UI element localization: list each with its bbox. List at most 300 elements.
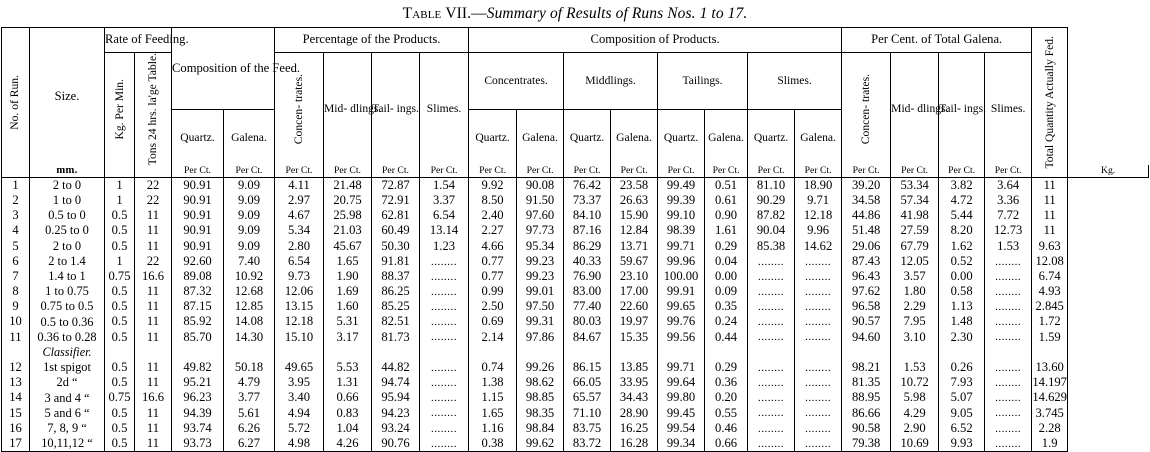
header-pct-middlings: Mid- dlings. — [324, 102, 382, 116]
cell-value: 98.85 — [525, 390, 555, 405]
table-cell — [372, 314, 420, 329]
table-cell — [172, 375, 224, 390]
table-cell — [172, 223, 224, 238]
cell-value: 59.67 — [619, 253, 649, 268]
cell-value: 3.40 — [287, 390, 311, 405]
table-row — [2, 208, 1149, 223]
empty-value: ........ — [431, 377, 458, 390]
header-feed-quartz: Quartz. — [180, 130, 215, 144]
empty-value: ........ — [758, 255, 785, 268]
cell-value: 99.80 — [666, 390, 696, 405]
header-conc-galena: Galena. — [522, 130, 558, 144]
cell-value: 76.42 — [572, 177, 602, 192]
table-cell — [420, 208, 469, 223]
cell-value: 1.23 — [433, 238, 456, 253]
empty-value: ........ — [805, 361, 832, 374]
table-cell — [985, 253, 1032, 268]
header-slime-quartz: Quartz. — [753, 130, 789, 144]
unit-pct-tail: Per Ct. — [382, 164, 409, 176]
cell-value: 1.53 — [903, 360, 926, 375]
header-gal-slimes: Slimes. — [990, 102, 1026, 116]
table-cell — [372, 238, 420, 253]
cell-value: 0.90 — [715, 208, 738, 223]
cell-value: 1 — [12, 177, 19, 192]
table-cell — [275, 421, 324, 436]
table-cell — [658, 193, 705, 208]
cell-value: 71.10 — [572, 405, 602, 420]
table-cell — [564, 375, 611, 390]
cell-value: 7.40 — [237, 253, 261, 268]
cell-value: 2.28 — [1038, 420, 1061, 435]
table-cell — [1032, 208, 1068, 223]
table-cell — [842, 314, 891, 329]
cell-value: 97.50 — [525, 299, 555, 314]
cell-value: 98.84 — [525, 420, 555, 435]
table-cell — [172, 208, 224, 223]
cell-value: 22 — [146, 177, 160, 192]
empty-value: ........ — [995, 422, 1022, 435]
cell-value: 7 — [12, 268, 19, 283]
table-cell — [517, 208, 564, 223]
table-cell — [420, 390, 469, 405]
cell-value: 87.43 — [851, 253, 881, 268]
table-cell — [224, 253, 275, 268]
cell-value: 80.03 — [572, 314, 602, 329]
cell-value: 0.77 — [481, 253, 504, 268]
table-cell — [469, 193, 517, 208]
cell-value: 0.5 — [111, 299, 128, 314]
table-cell — [224, 390, 275, 405]
cell-value: 96.58 — [851, 299, 881, 314]
section-spacer — [705, 345, 748, 360]
cell-value: 1.38 — [481, 375, 504, 390]
table-cell — [372, 177, 420, 193]
table-cell — [469, 405, 517, 420]
cell-value: 85.70 — [183, 329, 212, 344]
unit-gal-conc: Per Ct. — [852, 164, 880, 176]
cell-value: 93.24 — [381, 420, 410, 435]
cell-value: 13.14 — [429, 223, 459, 238]
cell-value: 6.26 — [237, 420, 261, 435]
table-cell — [705, 269, 748, 284]
cell-value: 0.00 — [715, 268, 738, 283]
cell-value: 0.26 — [950, 360, 973, 375]
section-spacer — [224, 345, 275, 360]
table-cell — [564, 284, 611, 299]
cell-value: 73.37 — [572, 192, 602, 207]
table-row — [2, 299, 1149, 314]
table-cell — [1032, 299, 1068, 314]
cell-value: 13.71 — [619, 238, 649, 253]
table-cell — [420, 405, 469, 420]
table-cell — [30, 238, 105, 253]
section-spacer — [611, 345, 658, 360]
empty-value: ........ — [758, 377, 785, 390]
table-row — [2, 329, 1149, 344]
cell-value: 2.97 — [287, 192, 311, 207]
table-cell — [985, 405, 1032, 420]
table-cell — [891, 193, 939, 208]
empty-value: ........ — [431, 331, 458, 344]
table-cell — [842, 390, 891, 405]
cell-value: 7.72 — [997, 208, 1020, 223]
table-cell — [1032, 375, 1068, 390]
table-cell — [135, 269, 172, 284]
cell-value: 83.75 — [572, 420, 602, 435]
table-cell — [105, 223, 135, 238]
cell-value: 27.59 — [900, 223, 929, 238]
table-cell — [939, 208, 985, 223]
cell-value: 2.50 — [481, 299, 504, 314]
table-cell — [564, 360, 611, 375]
table-cell — [135, 390, 172, 405]
cell-value: 4.11 — [288, 177, 310, 192]
cell-value: 0.83 — [336, 405, 359, 420]
table-cell — [705, 314, 748, 329]
section-spacer — [324, 345, 372, 360]
table-cell — [748, 314, 795, 329]
cell-value: 0.46 — [715, 420, 738, 435]
table-cell — [372, 269, 420, 284]
empty-value: ........ — [995, 361, 1022, 374]
empty-value: ........ — [995, 377, 1022, 390]
cell-value: 84.10 — [572, 208, 602, 223]
unit-slime-quartz: Per Ct. — [757, 164, 785, 176]
table-cell — [30, 405, 105, 420]
table-cell — [891, 284, 939, 299]
empty-value: ........ — [995, 437, 1022, 450]
section-spacer — [985, 345, 1032, 360]
cell-value: 4.66 — [481, 238, 504, 253]
cell-value: 39.20 — [851, 177, 881, 192]
cell-value: 94.39 — [183, 405, 212, 420]
cell-value: 3.745 — [1035, 405, 1064, 420]
table-cell — [2, 208, 30, 223]
header-tons-24hrs: Tons 24 hrs. la'ge Table. — [146, 53, 160, 166]
table-cell — [172, 284, 224, 299]
table-cell — [564, 436, 611, 452]
cell-value: 86.15 — [572, 360, 602, 375]
cell-value: 90.57 — [851, 314, 881, 329]
header-tail-quartz: Quartz. — [663, 130, 699, 144]
cell-value: 0.5 — [111, 420, 128, 435]
table-body — [2, 177, 1149, 451]
cell-value: 0.29 — [715, 360, 738, 375]
table-cell — [469, 329, 517, 344]
table-cell — [564, 314, 611, 329]
cell-value: 2 to 0 — [52, 177, 82, 192]
table-cell — [891, 421, 939, 436]
table-cell — [1032, 177, 1068, 193]
table-cell — [891, 436, 939, 452]
table-cell — [658, 314, 705, 329]
cell-value: 17 — [9, 435, 22, 450]
cell-value: 50.30 — [381, 238, 410, 253]
table-cell — [172, 436, 224, 452]
cell-value: 1.48 — [950, 314, 973, 329]
table-cell — [372, 299, 420, 314]
table-cell — [224, 223, 275, 238]
cell-value: 1.65 — [336, 253, 359, 268]
table-cell — [517, 390, 564, 405]
cell-value: 2.14 — [481, 329, 504, 344]
table-cell — [611, 299, 658, 314]
cell-value: 1.13 — [950, 299, 973, 314]
table-cell — [517, 436, 564, 452]
cell-value: 91.81 — [381, 253, 410, 268]
empty-value: ........ — [758, 392, 785, 405]
section-spacer — [939, 345, 985, 360]
cell-value: 11 — [146, 208, 160, 223]
cell-value: 81.73 — [381, 329, 410, 344]
table-cell — [939, 269, 985, 284]
table-cell — [1032, 436, 1068, 452]
table-cell — [842, 299, 891, 314]
cell-value: 15.35 — [619, 329, 649, 344]
table-cell — [517, 253, 564, 268]
table-cell — [372, 405, 420, 420]
cell-value: 2.27 — [481, 223, 504, 238]
empty-value: ........ — [431, 407, 458, 420]
empty-value: ........ — [805, 331, 832, 344]
cell-value: 16.6 — [141, 390, 165, 405]
table-cell — [30, 299, 105, 314]
cell-value: 72.87 — [381, 177, 410, 192]
cell-value: 83.72 — [572, 435, 602, 450]
cell-value: 5 and 6 “ — [44, 405, 90, 420]
cell-value: 99.31 — [525, 314, 555, 329]
table-cell — [564, 390, 611, 405]
table-cell — [420, 299, 469, 314]
cell-value: 1.04 — [336, 420, 359, 435]
cell-value: 9.09 — [237, 192, 261, 207]
table-cell — [469, 253, 517, 268]
table-cell — [30, 375, 105, 390]
cell-value: 5.61 — [237, 405, 261, 420]
empty-value: ........ — [995, 331, 1022, 344]
cell-value: 17.00 — [619, 284, 649, 299]
cell-value: 10.69 — [900, 435, 929, 450]
header-gal-concentrates: Concen- trates. — [859, 74, 873, 145]
table-cell — [795, 390, 842, 405]
cell-value: 13.60 — [1035, 360, 1064, 375]
table-cell — [748, 436, 795, 452]
table-cell — [2, 177, 30, 193]
cell-value: 21.48 — [333, 177, 362, 192]
table-cell — [135, 405, 172, 420]
cell-value: 9.09 — [237, 177, 261, 192]
cell-value: 93.74 — [183, 420, 212, 435]
table-cell — [324, 329, 372, 344]
cell-value: 0.5 — [111, 435, 128, 450]
table-cell — [469, 223, 517, 238]
cell-value: 3.17 — [336, 329, 359, 344]
cell-value: 13.15 — [284, 299, 314, 314]
cell-value: 86.25 — [381, 284, 410, 299]
table-cell — [2, 269, 30, 284]
cell-value: 29.06 — [851, 238, 881, 253]
cell-value: 1.53 — [997, 238, 1020, 253]
cell-value: 85.38 — [756, 238, 786, 253]
header-cop-concentrates: Concentrates. — [484, 73, 548, 87]
table-cell — [795, 375, 842, 390]
table-cell — [372, 421, 420, 436]
table-cell — [517, 238, 564, 253]
empty-value: ........ — [805, 407, 832, 420]
section-spacer — [372, 345, 420, 360]
cell-value: 9.71 — [807, 192, 830, 207]
cell-value: 11 — [1043, 192, 1056, 207]
table-cell — [372, 360, 420, 375]
table-cell — [564, 405, 611, 420]
table-cell — [611, 421, 658, 436]
table-cell — [564, 269, 611, 284]
table-caption — [0, 0, 1150, 27]
table-cell — [985, 193, 1032, 208]
table-cell — [705, 177, 748, 193]
cell-value: 5.44 — [950, 208, 973, 223]
table-cell — [135, 314, 172, 329]
cell-value: 4.98 — [287, 435, 311, 450]
cell-value: 15.90 — [619, 208, 649, 223]
cell-value: 0.38 — [481, 435, 504, 450]
table-cell — [985, 299, 1032, 314]
table-row — [2, 177, 1149, 193]
cell-value: 1.69 — [336, 284, 359, 299]
cell-value: 40.33 — [572, 253, 602, 268]
table-cell — [135, 436, 172, 452]
cell-value: 34.58 — [851, 192, 881, 207]
cell-value: 99.54 — [666, 420, 696, 435]
table-cell — [372, 284, 420, 299]
cell-value: 11 — [146, 360, 160, 375]
caption-dash: — — [471, 5, 487, 22]
table-cell — [748, 284, 795, 299]
cell-value: 86.29 — [572, 238, 602, 253]
table-cell — [30, 360, 105, 375]
table-cell — [1032, 329, 1068, 344]
table-cell — [275, 223, 324, 238]
table-cell — [891, 269, 939, 284]
unit-gal-slime: Per Ct. — [994, 164, 1022, 176]
cell-value: 12.18 — [803, 208, 833, 223]
cell-value: 11 — [146, 405, 160, 420]
header-gal-middlings: Mid- dlings. — [891, 102, 949, 116]
table-cell — [1032, 360, 1068, 375]
table-cell — [891, 238, 939, 253]
table-cell — [324, 238, 372, 253]
table-cell — [795, 269, 842, 284]
cell-value: 79.38 — [851, 435, 881, 450]
cell-value: 11 — [1043, 177, 1056, 192]
table-cell — [748, 223, 795, 238]
table-cell — [939, 421, 985, 436]
cell-value: 6 — [12, 253, 19, 268]
cell-value: 1.9 — [1041, 435, 1058, 450]
table-cell — [939, 177, 985, 193]
cell-value: 1.90 — [336, 268, 359, 283]
empty-value: ........ — [431, 270, 458, 283]
cell-value: 90.91 — [183, 208, 212, 223]
table-cell — [469, 269, 517, 284]
table-cell — [705, 421, 748, 436]
table-cell — [985, 436, 1032, 452]
table-cell — [795, 329, 842, 344]
table-cell — [2, 193, 30, 208]
cell-value: 11 — [1043, 223, 1056, 238]
cell-value: 9 — [12, 299, 19, 314]
header-kg-per-min: Kg. Per Min. — [112, 78, 126, 140]
cell-value: 97.62 — [851, 284, 881, 299]
table-cell — [372, 329, 420, 344]
unit-pct-slime: Per Ct. — [430, 164, 458, 176]
cell-value: 0.5 — [111, 375, 128, 390]
cell-value: 99.71 — [666, 238, 696, 253]
table-row — [2, 223, 1149, 238]
table-cell — [469, 375, 517, 390]
cell-value: 87.16 — [572, 223, 602, 238]
table-cell — [135, 329, 172, 344]
table-cell — [705, 208, 748, 223]
cell-value: 60.49 — [381, 223, 410, 238]
cell-value: 85.92 — [183, 314, 212, 329]
cell-value: 11 — [146, 420, 160, 435]
section-label-classifier: Classifier. — [30, 345, 105, 360]
cell-value: 81.10 — [756, 177, 786, 192]
table-cell — [420, 284, 469, 299]
table-cell — [135, 299, 172, 314]
cell-value: 11 — [146, 435, 160, 450]
table-cell — [705, 253, 748, 268]
header-slime-galena: Galena. — [800, 130, 836, 144]
cell-value: 0.04 — [715, 253, 738, 268]
table-cell — [658, 253, 705, 268]
cell-value: 0.75 — [108, 390, 131, 405]
table-cell — [224, 436, 275, 452]
table-cell — [658, 208, 705, 223]
table-cell — [420, 223, 469, 238]
unit-size-mm: mm. — [56, 165, 78, 177]
table-cell — [658, 299, 705, 314]
table-cell — [985, 284, 1032, 299]
header-feed-galena: Galena. — [231, 130, 267, 144]
table-cell — [891, 360, 939, 375]
table-cell — [172, 390, 224, 405]
cell-value: 9.96 — [807, 223, 830, 238]
cell-value: 9.73 — [287, 268, 311, 283]
cell-value: 90.91 — [183, 177, 212, 192]
table-cell — [705, 193, 748, 208]
cell-value: 1.59 — [1038, 329, 1061, 344]
table-cell — [105, 329, 135, 344]
cell-value: 3.36 — [997, 192, 1020, 207]
section-spacer — [420, 345, 469, 360]
table-cell — [842, 284, 891, 299]
cell-value: 2.30 — [950, 329, 973, 344]
cell-value: 22.60 — [619, 299, 649, 314]
table-cell — [564, 253, 611, 268]
table-cell — [135, 421, 172, 436]
table-cell — [224, 177, 275, 193]
header-percentage-of-products: Percentage of the Products. — [302, 32, 441, 47]
cell-value: 4.93 — [1038, 284, 1061, 299]
unit-tons — [135, 165, 172, 177]
table-cell — [224, 421, 275, 436]
table-cell — [939, 314, 985, 329]
table-cell — [842, 375, 891, 390]
table-row — [2, 436, 1149, 452]
cell-value: 90.91 — [183, 192, 212, 207]
